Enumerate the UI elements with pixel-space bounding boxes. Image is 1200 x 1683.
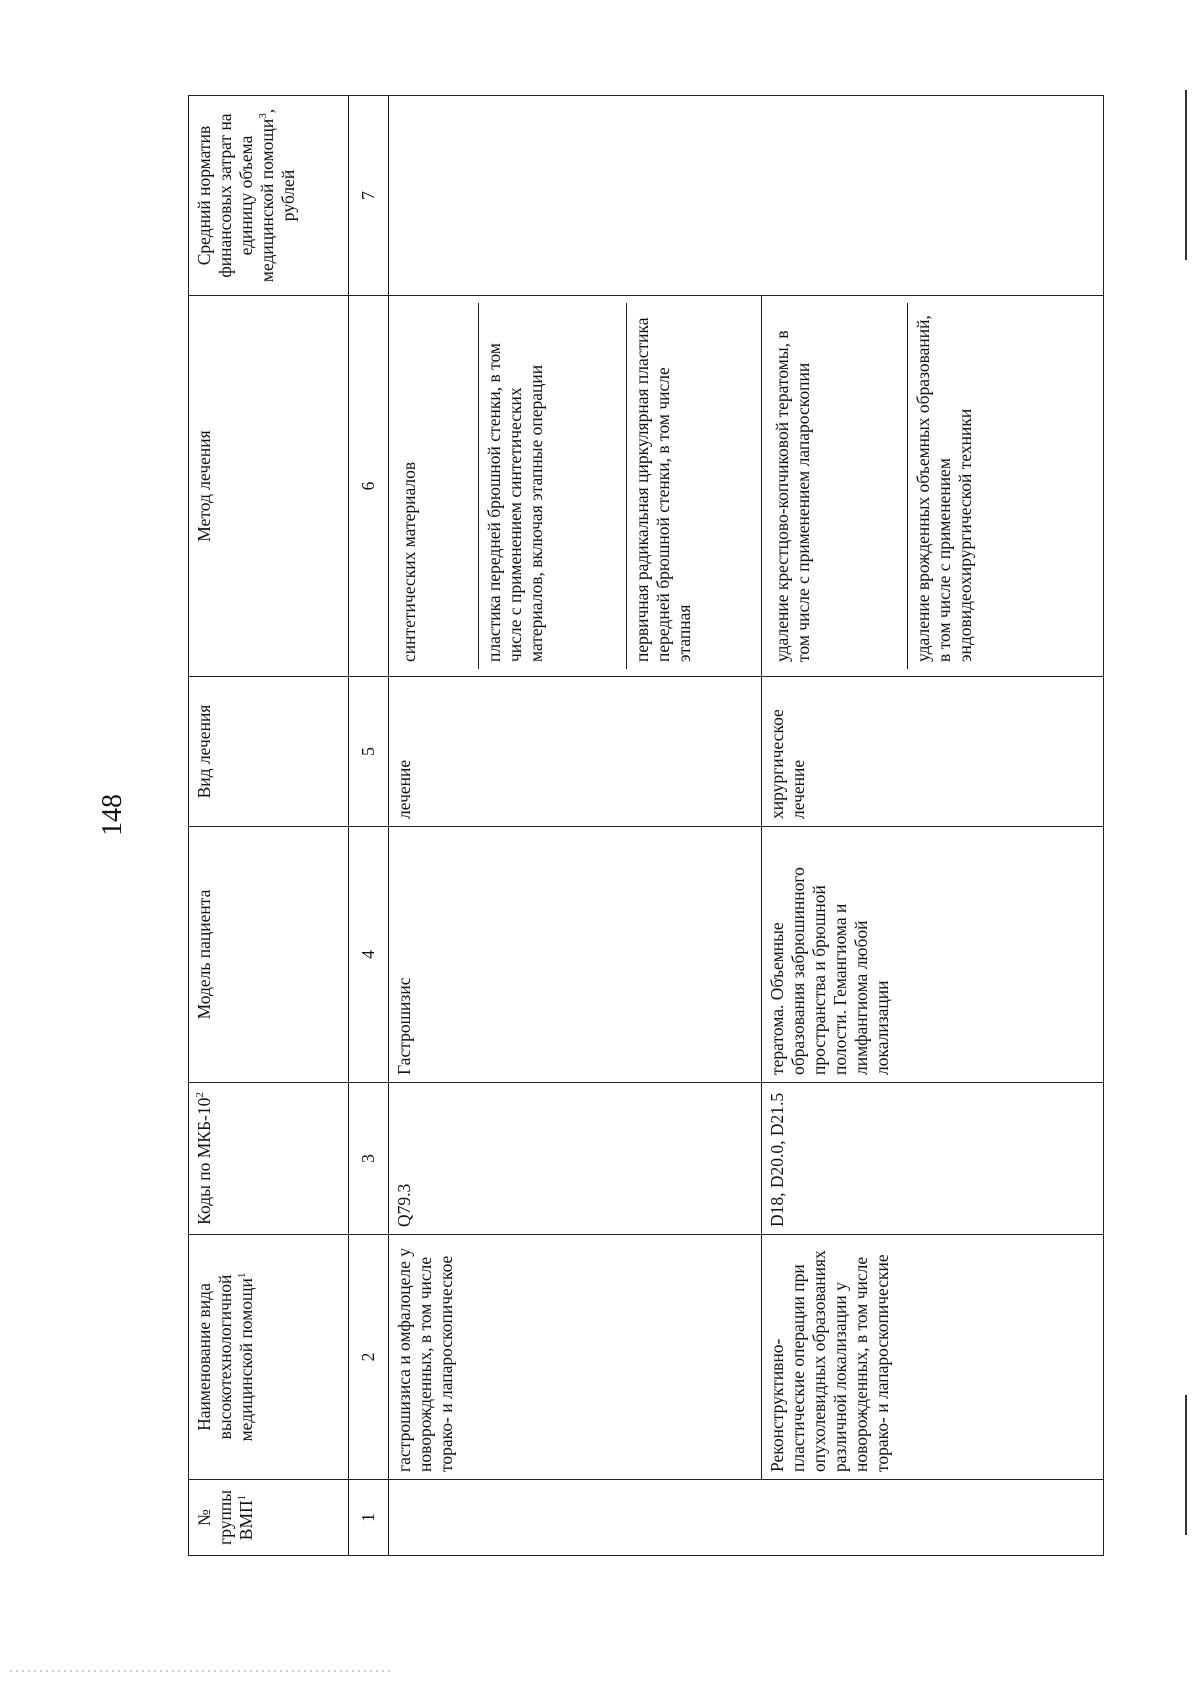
patient-model-cell: Гастрошизис (389, 827, 762, 1083)
treatment-type-cell: хирургическое лечение (762, 677, 1104, 827)
column-number: 2 (349, 1235, 389, 1480)
table-row (762, 96, 1104, 1556)
column-number-row (349, 96, 389, 1556)
table-row (389, 96, 762, 1556)
column-number: 4 (349, 827, 389, 1083)
treatment-methods-cell (389, 296, 762, 677)
methods-subtable (767, 303, 1098, 669)
column-number: 5 (349, 677, 389, 827)
header-group-number: № группы ВМП$^1$ (189, 1480, 349, 1556)
icd-codes-cell: D18, D20.0, D21.5 (762, 1083, 1104, 1235)
scan-edge-line (1185, 1395, 1187, 1535)
methods-subtable (394, 303, 756, 669)
treatment-methods-cell (762, 296, 1104, 677)
header-patient-model: Модель пациента (189, 827, 349, 1083)
header-row (189, 96, 349, 1556)
scan-edge-line (1185, 90, 1187, 260)
vmp-name-cell: Реконструктивно-пластические операции при опухолевидных образованиях различной локализации у новорожденных, в том числе торако- и лапароскопические (762, 1235, 1104, 1480)
column-number: 3 (349, 1083, 389, 1235)
vmp-name-cell: гастрошизиса и омфалоцеле у новорожденных, в том числе торако- и лапароскопическое (389, 1235, 762, 1480)
page-number: 148 (97, 794, 128, 836)
method-item: удаление врожденных объемных образований, в том числе с применением эндовидеохирургической техники (907, 303, 1098, 669)
column-number: 7 (349, 96, 389, 296)
header-icd-codes: Коды по МКБ-$10^2$ (189, 1083, 349, 1235)
vmp-table (188, 95, 1104, 1556)
rotated-table-container (188, 96, 1103, 1556)
method-item: удаление крестцово-копчиковой тератомы, в том числе с применением лапароскопии (772, 330, 813, 662)
patient-model-cell: тератома. Объемные образования забрюшинного пространства и брюшной полости. Гемангиома и лимфангиома любой локализации (762, 827, 1104, 1083)
column-number: 6 (349, 296, 389, 677)
scan-noise (10, 1670, 390, 1672)
header-cost-norm: Средний норматив финансовых затрат на единицу объема медицинской помощи$^3$, рублей (189, 96, 349, 296)
cost-norm-cell (389, 96, 1104, 296)
icd-codes-cell: Q79.3 (389, 1083, 762, 1235)
method-item: синтетических материалов (399, 461, 419, 662)
column-number: 1 (349, 1480, 389, 1556)
header-treatment-type: Вид лечения (189, 677, 349, 827)
treatment-type-cell: лечение (389, 677, 762, 827)
method-item: первичная радикальная циркулярная пластика передней брюшной стенки, в том числе этапная (626, 303, 756, 669)
group-number-cell (389, 1480, 1104, 1556)
header-treatment-method: Метод лечения (189, 296, 349, 677)
header-vmp-name: Наименование вида высокотехнологичной медицинской помощи$^1$ (189, 1235, 349, 1480)
method-item: пластика передней брюшной стенки, в том числе с применением синтетических материалов, включая этапные операции (478, 303, 626, 669)
